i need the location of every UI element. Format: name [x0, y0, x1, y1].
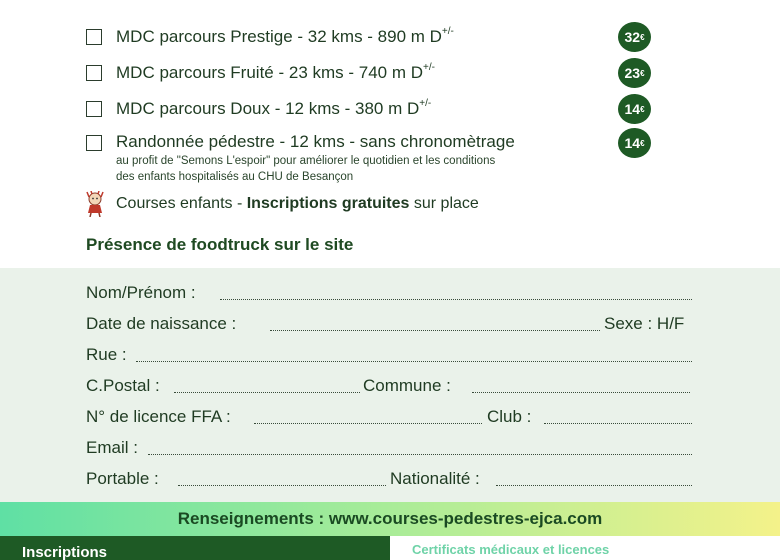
rando-note-line2: des enfants hospitalisés au CHU de Besançon	[116, 171, 354, 183]
certificats-panel	[390, 536, 780, 560]
certificats-heading: Certificats médicaux et licences	[412, 542, 610, 557]
price-badge: 23 €	[618, 58, 651, 88]
field-rue[interactable]	[136, 360, 692, 362]
label-sexe: Sexe : H/F	[604, 314, 685, 333]
checkbox-prestige[interactable]	[86, 29, 102, 45]
option-label: Randonnée pédestre - 12 kms - sans chronomètrage	[116, 132, 515, 151]
info-banner	[0, 502, 780, 536]
field-email[interactable]	[148, 453, 692, 455]
label-nom: Nom/Prénom :	[86, 283, 196, 302]
field-naissance[interactable]	[270, 329, 600, 331]
inscriptions-panel	[0, 536, 390, 560]
price-badge: 14 €	[618, 94, 651, 124]
field-licence[interactable]	[254, 422, 482, 424]
field-commune[interactable]	[472, 391, 690, 393]
form-row-email	[86, 436, 696, 460]
label-licence: N° de licence FFA :	[86, 407, 231, 426]
form-row-portable	[86, 467, 696, 491]
checkbox-randonnee[interactable]	[86, 135, 102, 151]
field-club[interactable]	[544, 422, 692, 424]
option-prestige	[86, 24, 666, 54]
form-row-nom	[86, 281, 696, 305]
option-doux	[86, 96, 666, 126]
form-row-rue	[86, 343, 696, 367]
label-email: Email :	[86, 438, 138, 457]
kids-text: Courses enfants - Inscriptions gratuites sur place	[116, 195, 479, 212]
field-nom[interactable]	[220, 298, 692, 300]
kids-courses	[84, 191, 684, 217]
foodtruck-heading: Présence de foodtruck sur le site	[86, 235, 354, 254]
rando-note-line1: au profit de "Semons L'espoir" pour améliorer le quotidien et les conditions	[116, 155, 496, 167]
option-fruite	[86, 60, 666, 90]
option-label: MDC parcours Prestige - 32 kms - 890 m D+/-	[116, 26, 454, 46]
form-row-adresse	[86, 374, 696, 398]
label-naissance: Date de naissance :	[86, 314, 237, 333]
field-nationalite[interactable]	[496, 484, 692, 486]
form-row-licence	[86, 405, 696, 429]
field-cpostal[interactable]	[174, 391, 360, 393]
form-row-naissance	[86, 312, 696, 336]
label-rue: Rue :	[86, 345, 127, 364]
price-badge: 14 €	[618, 128, 651, 158]
renseignements-link[interactable]: Renseignements : www.courses-pedestres-ejca.com	[177, 509, 603, 528]
kid-mascot-icon	[84, 191, 106, 217]
label-cpostal: C.Postal :	[86, 376, 160, 395]
option-label: MDC parcours Fruité - 23 kms - 740 m D+/-	[116, 62, 435, 82]
label-commune: Commune :	[363, 376, 451, 395]
option-label: MDC parcours Doux - 12 kms - 380 m D+/-	[116, 98, 432, 118]
label-portable: Portable :	[86, 469, 159, 488]
price-badge: 32 €	[618, 22, 651, 52]
checkbox-doux[interactable]	[86, 101, 102, 117]
label-nationalite: Nationalité :	[390, 469, 480, 488]
checkbox-fruite[interactable]	[86, 65, 102, 81]
inscriptions-heading: Inscriptions	[22, 544, 108, 560]
field-portable[interactable]	[178, 484, 386, 486]
label-club: Club :	[487, 407, 532, 426]
